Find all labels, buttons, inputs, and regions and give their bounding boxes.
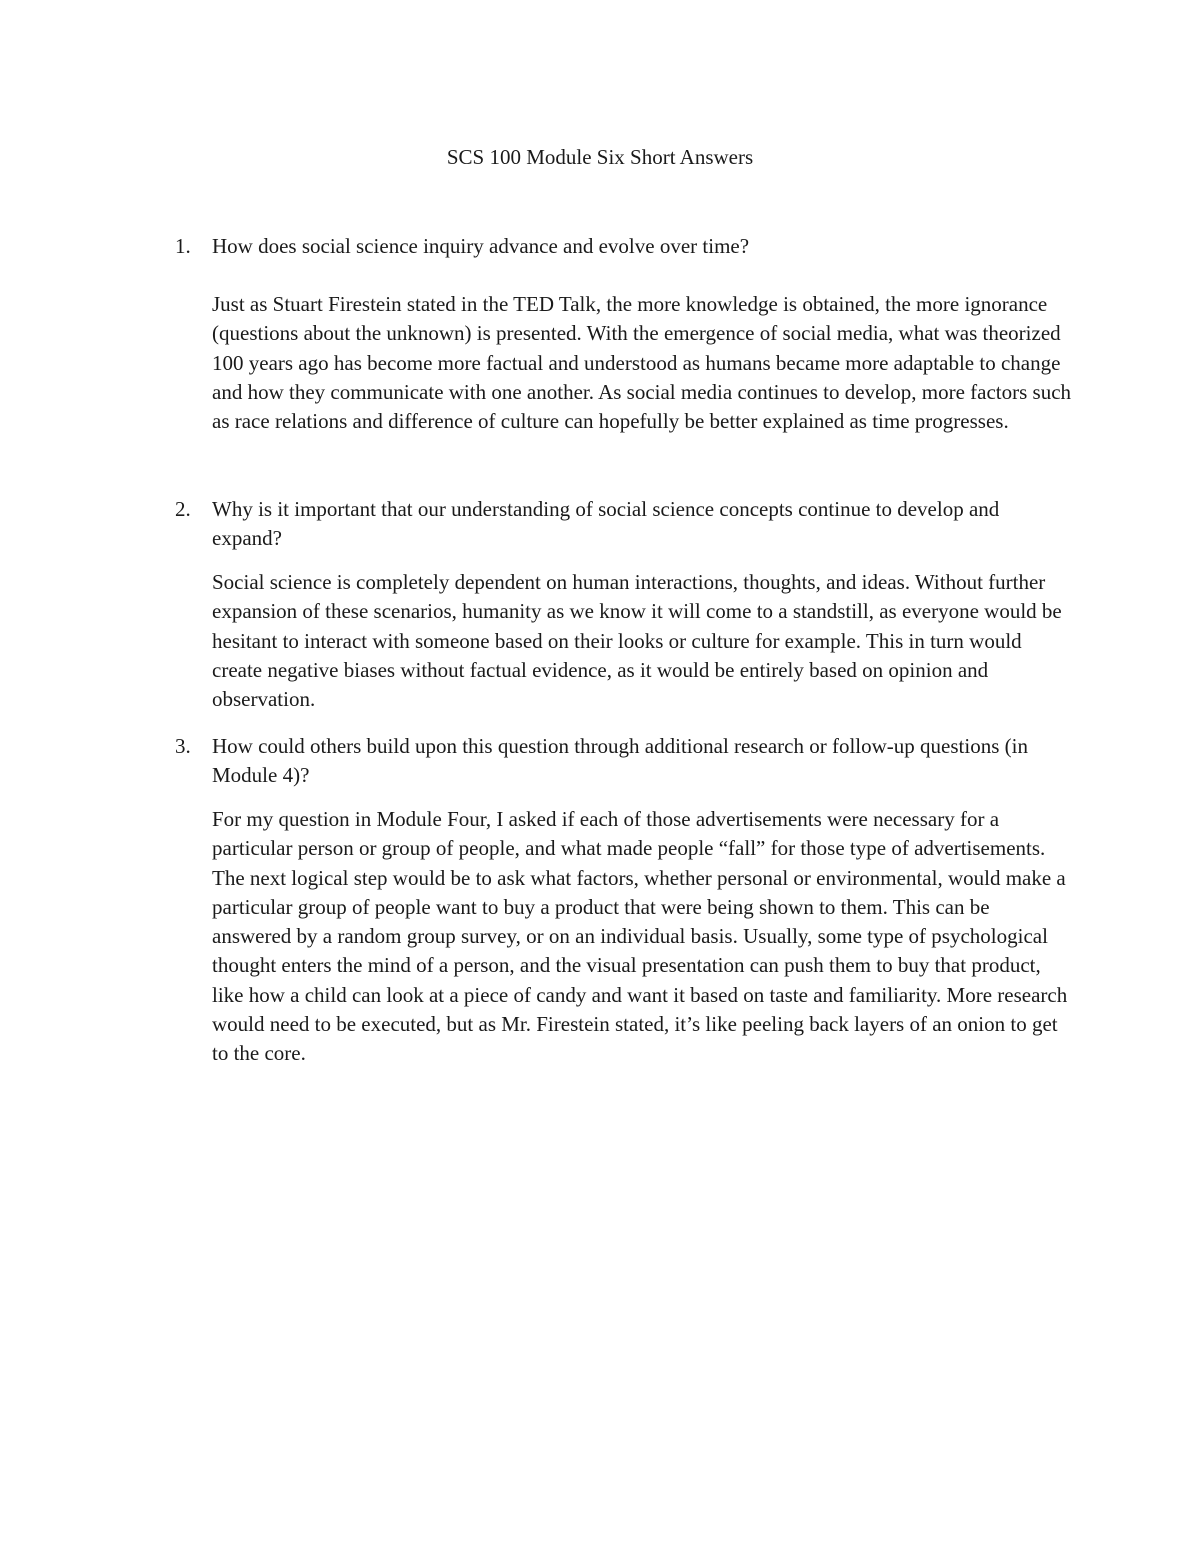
- question-number: 3.: [175, 734, 191, 758]
- document-title: SCS 100 Module Six Short Answers: [446, 145, 754, 169]
- question-number: 2.: [175, 497, 191, 521]
- question-text: How does social science inquiry advance and evolve over time?: [212, 234, 750, 258]
- answer-text: Just as Stuart Firestein stated in the TED Talk, the more knowledge is obtained, the more ignorance (questions about the unknown) is presented. With the emergence of social media, what was theorized 100 years ago has become more factual and understood as humans became more adaptable to change and how they communicate with one another. As social media continues to develop, more factors such as race relations and difference of culture can hopefully be better explained as time progresses.: [212, 292, 1072, 434]
- answer-text: Social science is completely dependent on human interactions, thoughts, and ideas. Without further expansion of these scenarios, humanity as we know it will come to a standstill, as everyone would be hesitant to interact with someone based on their looks or culture for example. This in turn would create negative biases without factual evidence, as it would be entirely based on opinion and observation.: [212, 570, 1062, 712]
- question-number: 1.: [175, 234, 191, 258]
- question-text: How could others build upon this question through additional research or follow-up questions (in Module 4)?: [212, 734, 1028, 788]
- question-text: Why is it important that our understanding of social science concepts continue to develop and expand?: [212, 497, 1000, 551]
- answer-text: For my question in Module Four, I asked if each of those advertisements were necessary for a particular person or group of people, and what made people “fall” for those type of advertisements. The next logical step would be to ask what factors, whether personal or environmental, would make a particular group of people want to buy a product that were being shown to them. This can be answered by a random group survey, or on an individual basis. Usually, some type of psychological thought enters the mind of a person, and the visual presentation can push them to buy that product, like how a child can look at a piece of candy and want it based on taste and familiarity. More research would need to be executed, but as Mr. Firestein stated, it’s like peeling back layers of an onion to get to the core.: [212, 807, 1068, 1066]
